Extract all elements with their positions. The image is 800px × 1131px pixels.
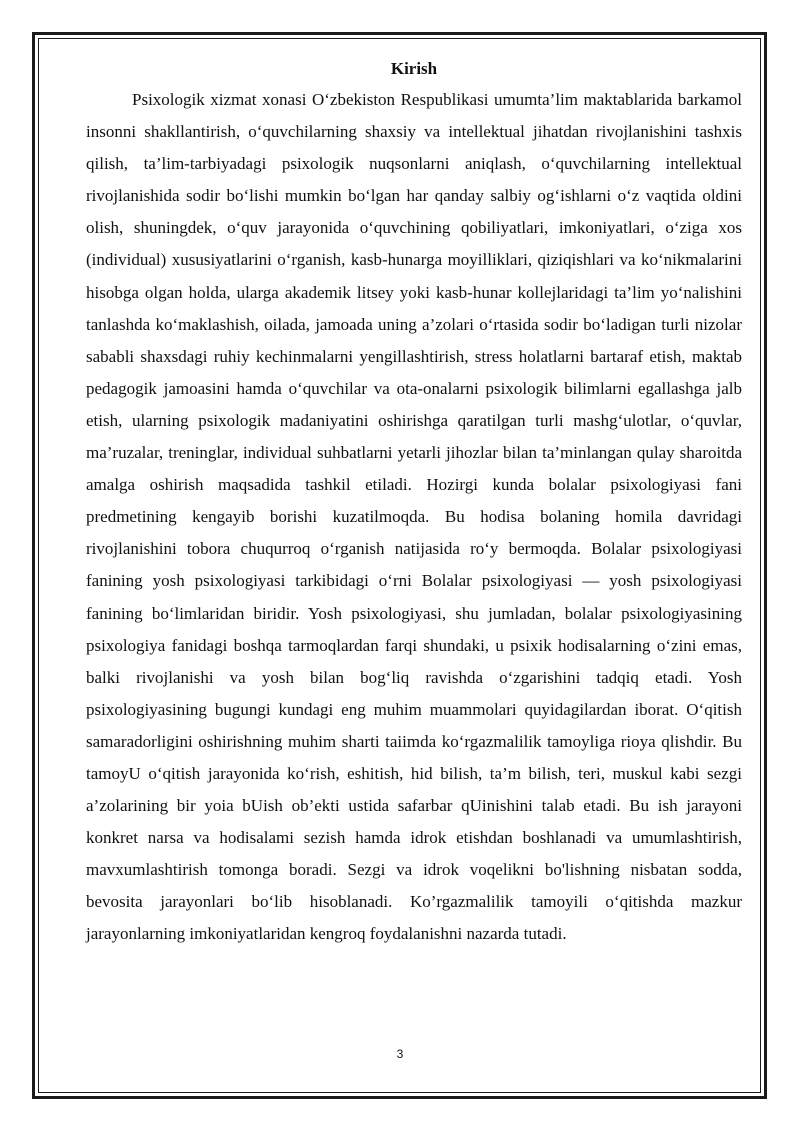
page-number: 3 [396,1047,404,1061]
body-paragraph: Psixologik xizmat xonasi O‘zbekiston Respublikasi umumta’lim maktablarida barkamol insonni shakllantirish, o‘quvchilarning shaxsiy va intellektual jihatdan rivojlanishini tashxis qilish, ta’lim-tarbiyadagi psixologik nuqsonlarni aniqlash, o‘quvchilarning intellektual rivojlanishida sodir bo‘lishi mumkin bo‘lgan har qanday salbiy og‘ishlarni o‘z vaqtida oldini olish, shuningdek, o‘quv jarayonida o‘quvchining qobiliyatlari, imkoniyatlari, o‘ziga xos (individual) xususiyatlarini o‘rganish, kasb-hunarga moyilliklari, qiziqishlari va ko‘nikmalarini hisobga olgan holda, ularga akademik litsey yoki kasb-hunar kollejlaridagi ta’lim yo‘nalishini tanlashda ko‘maklashish, oilada, jamoada uning a’zolari o‘rtasida sodir bo‘ladigan turli nizolar sababli shaxsdagi ruhiy kechinmalarni yengillashtirish, stress holatlarni bartaraf etish, maktab pedagogik jamoasini hamda o‘quvchilar va ota-onalarni psixologik bilimlarni egallashga jalb etish, ularning psixologik madaniyatini oshirishga qaratilgan turli mashg‘ulotlar, o‘quvlar, ma’ruzalar, treninglar, individual suhbatlarni yetarli jihozlar bilan ta’minlangan qulay sharoitda amalga oshirish maqsadida tashkil etiladi. Hozirgi kunda bolalar psixologiyasi fani predmetining kengayib borishi kuzatilmoqda. Bu hodisa bolaning homila davridagi rivojlanishini tobora chuqurroq o‘rganish natijasida ro‘y bermoqda. Bolalar psixologiyasi fanining yosh psixologiyasi tarkibidagi o‘rni Bolalar psixologiyasi — yosh psixologiyasi fanining bo‘limlaridan biridir. Yosh psixologiyasi, shu jumladan, bolalar psixologiyasining psixologiya fanidagi boshqa tarmoqlardan farqi shundaki, u psixik hodisalarning o‘zini emas, balki rivojlanishi va yosh bilan bog‘liq ravishda o‘zgarishini tadqiq etadi. Yosh psixologiyasining bugungi kundagi eng muhim muammolari quyidagilardan iborat. O‘qitish samaradorligini oshirishning muhim sharti taiimda ko‘rgazmalilik tamoyliga rioya qlishdir. Bu tamoyU o‘qitish jarayonida ko‘rish, eshitish, hid bilish, ta’m bilish, teri, muskul kabi sezgi a’zolarining bir yoia bUish ob’ekti ustida safarbar qUinishini talab etadi. Bu ish jarayoni konkret narsa va hodisalami sezish hamda idrok etishdan boshlanadi va umumlashtirish, mavxumlashtirish tomonga boradi. Sezgi va idrok voqelikni bo'lishning nisbatan sodda, bevosita jarayonlari bo‘lib hisoblanadi. Ko’rgazmalilik tamoyili o‘qitishda mazkur jarayonlarning imkoniyatlaridan kengroq foydalanishni nazarda tutadi. [86,90,742,944]
document-body [86,56,742,951]
page-title: Kirish [390,59,438,78]
